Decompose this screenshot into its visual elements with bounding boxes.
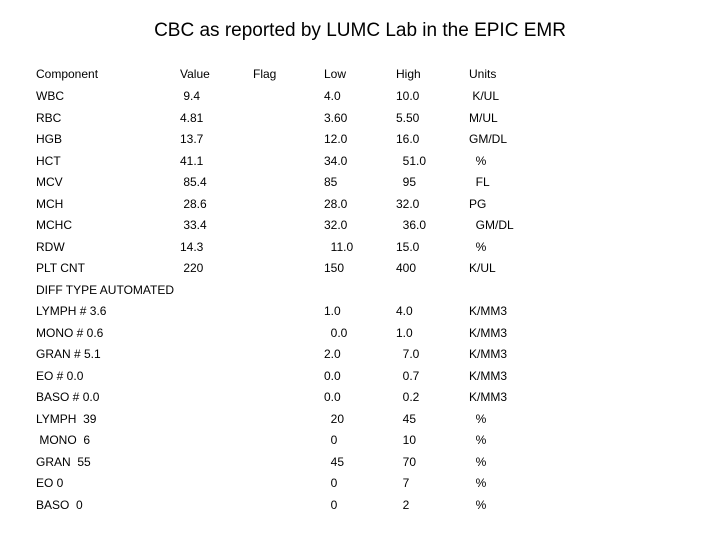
cell-low: 0.0 (324, 390, 341, 404)
cell-units: K/UL (469, 261, 496, 275)
page-title: CBC as reported by LUMC Lab in the EPIC EMR (154, 20, 566, 41)
cell-value: 13.7 (180, 132, 204, 146)
cell-high: 5.50 (396, 110, 420, 125)
cell-component: GRAN 55 (36, 454, 91, 469)
cell-low: 0 (324, 497, 338, 512)
cell-high: 95 (396, 175, 417, 189)
cell-units: GM/DL (469, 218, 514, 232)
cell-component: DIFF TYPE AUTOMATED (36, 282, 175, 297)
cell-low: 45 (324, 454, 345, 469)
cell-units: % (469, 411, 487, 426)
cell-high: 0.7 (396, 368, 420, 383)
cell-units: % (469, 497, 487, 512)
cell-component: BASO 0 (36, 497, 83, 512)
cell-component: MCV (36, 175, 63, 189)
cell-high: 10 (396, 433, 417, 447)
cell-high: 2 (396, 497, 410, 512)
cell-component: WBC (36, 89, 64, 103)
cell-low: 28.0 (324, 196, 348, 211)
cell-low: 20 (324, 411, 345, 426)
cell-value: 14.3 (180, 239, 204, 254)
cell-high: 400 (396, 261, 417, 275)
cell-units: % (469, 454, 487, 469)
cell-component: RBC (36, 110, 62, 125)
cell-value: 41.1 (180, 153, 204, 168)
cell-units: % (469, 433, 487, 447)
cell-units: % (469, 476, 487, 490)
cell-high: 16.0 (396, 132, 420, 146)
cell-component: EO # 0.0 (36, 368, 84, 383)
cell-value: 33.4 (180, 218, 207, 232)
cell-component: MONO # 0.6 (36, 325, 104, 340)
cell-units: K/MM3 (469, 325, 508, 340)
cell-units: % (469, 153, 487, 168)
cell-value: 9.4 (180, 89, 201, 103)
cell-high: 32.0 (396, 196, 420, 211)
cell-low: 85 (324, 175, 338, 189)
cell-high: 36.0 (396, 218, 427, 232)
cell-value: 220 (180, 261, 204, 275)
cell-high: 70 (396, 454, 417, 469)
cell-units: M/UL (469, 110, 498, 125)
cell-units: PG (469, 196, 487, 211)
header-units: Units (469, 67, 497, 81)
cell-units: K/MM3 (469, 390, 508, 404)
cell-high: 51.0 (396, 153, 427, 168)
cell-low: 4.0 (324, 89, 341, 103)
cell-high: 7.0 (396, 347, 420, 361)
header-low: Low (324, 67, 347, 81)
cell-units: K/UL (469, 89, 500, 103)
cell-low: 0 (324, 433, 338, 447)
cell-low: 34.0 (324, 153, 348, 168)
cell-component: LYMPH 39 (36, 411, 97, 426)
cell-value: 85.4 (180, 175, 207, 189)
header-value: Value (180, 67, 210, 81)
cell-component: BASO # 0.0 (36, 390, 100, 404)
cell-component: HGB (36, 132, 63, 146)
cell-component: GRAN # 5.1 (36, 347, 101, 361)
cell-low: 0.0 (324, 325, 348, 340)
cell-component: RDW (36, 239, 65, 254)
cell-units: GM/DL (469, 132, 508, 146)
cell-value: 28.6 (180, 196, 207, 211)
cell-component: LYMPH # 3.6 (36, 304, 107, 318)
header-component: Component (36, 67, 99, 81)
cell-high: 7 (396, 476, 410, 490)
cell-value: 4.81 (180, 110, 204, 125)
header-high: High (396, 67, 421, 81)
cell-low: 0.0 (324, 368, 341, 383)
header-flag: Flag (253, 67, 277, 81)
cell-units: % (469, 239, 487, 254)
cell-low: 0 (324, 476, 338, 490)
cell-high: 1.0 (396, 325, 413, 340)
cell-low: 12.0 (324, 132, 348, 146)
cell-high: 0.2 (396, 390, 420, 404)
cell-component: PLT CNT (36, 261, 85, 275)
cell-high: 45 (396, 411, 417, 426)
cell-component: MONO 6 (36, 433, 91, 447)
cell-component: EO 0 (36, 476, 64, 490)
cell-units: K/MM3 (469, 347, 508, 361)
cell-high: 15.0 (396, 239, 420, 254)
cell-component: MCH (36, 196, 64, 211)
cell-low: 3.60 (324, 110, 348, 125)
cell-high: 4.0 (396, 304, 413, 318)
cell-low: 32.0 (324, 218, 348, 232)
cell-low: 150 (324, 261, 345, 275)
cell-low: 1.0 (324, 304, 341, 318)
cell-units: K/MM3 (469, 304, 508, 318)
cell-low: 11.0 (324, 239, 354, 254)
cell-units: FL (469, 175, 490, 189)
cell-high: 10.0 (396, 89, 420, 103)
cell-units: K/MM3 (469, 368, 508, 383)
cell-component: HCT (36, 153, 61, 168)
cell-component: MCHC (36, 218, 72, 232)
cell-low: 2.0 (324, 347, 341, 361)
